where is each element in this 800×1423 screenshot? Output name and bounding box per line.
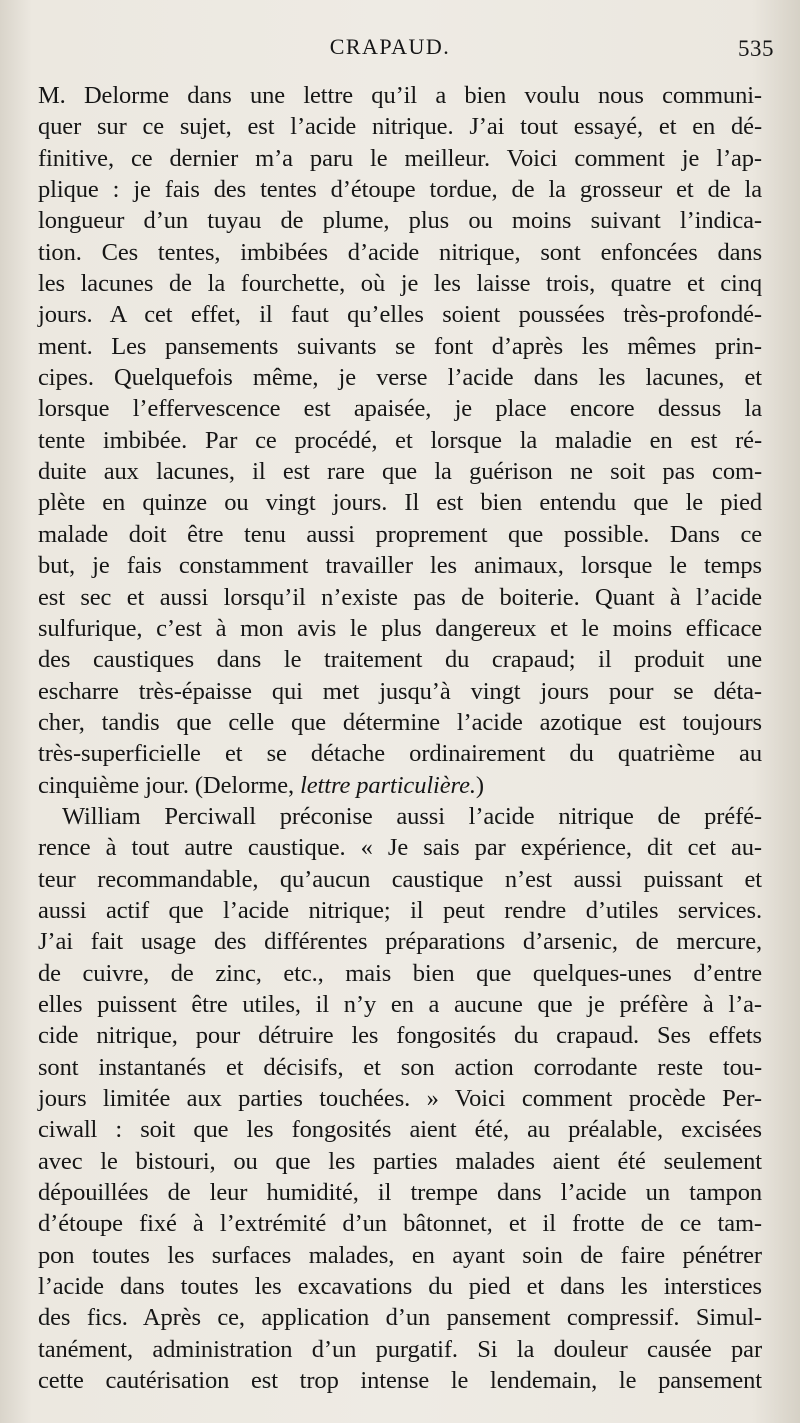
text-line: les lacunes de la fourchette, où je les laisse trois, quatre et cinq — [38, 270, 762, 298]
text-line: jours. A cet effet, il faut qu’elles soient poussées très-profondé- — [38, 301, 762, 329]
text-line: est sec et aussi lorsqu’il n’existe pas de boiterie. Quant à l’acide — [38, 583, 762, 611]
text-line: aussi actif que l’acide nitrique; il peut rendre d’utiles services. — [38, 896, 762, 924]
text-line-citation — [38, 770, 762, 801]
text-line: des fics. Après ce, application d’un pansement compressif. Simul- — [38, 1304, 762, 1332]
text-line: teur recommandable, qu’aucun caustique n’est aussi puissant et — [38, 865, 762, 893]
body-text — [38, 80, 762, 1396]
text-line: duite aux lacunes, il est rare que la guérison ne soit pas com- — [38, 458, 762, 486]
text-line: cipes. Quelquefois même, je verse l’acide dans les lacunes, et — [38, 364, 762, 392]
text-line: tanément, administration d’un purgatif. Si la douleur causée par — [38, 1335, 762, 1363]
text-line: rence à tout autre caustique. « Je sais par expérience, dit cet au- — [38, 834, 762, 862]
text-line: plète en quinze ou vingt jours. Il est bien entendu que le pied — [38, 489, 762, 517]
text-line: ciwall : soit que les fongosités aient été, au préalable, excisées — [38, 1116, 762, 1144]
text-line: quer sur ce sujet, est l’acide nitrique. J’ai tout essayé, et en dé- — [38, 113, 762, 141]
page-number: 535 — [738, 36, 774, 61]
text-line: pon toutes les surfaces malades, en ayant soin de faire pénétrer — [38, 1241, 762, 1269]
text-line: jours limitée aux parties touchées. » Voici comment procède Per- — [38, 1085, 762, 1112]
text-line: des caustiques dans le traitement du crapaud; il produit une — [38, 646, 762, 674]
text-line: sont instantanés et décisifs, et son action corrodante reste tou- — [38, 1053, 762, 1081]
running-title: CRAPAUD. — [329, 34, 451, 59]
text-line: cher, tandis que celle que détermine l’acide azotique est toujours — [38, 708, 762, 736]
text-line: l’acide dans toutes les excavations du pied et dans les interstices — [38, 1273, 762, 1301]
page-header — [0, 30, 800, 66]
text-line: cette cautérisation est trop intense le lendemain, le pansement — [38, 1367, 762, 1395]
citation-suffix: ) — [475, 771, 484, 799]
text-line: dépouillées de leur humidité, il trempe dans l’acide un tampon — [38, 1179, 762, 1207]
text-line: longueur d’un tuyau de plume, plus ou moins suivant l’indica- — [38, 207, 762, 235]
text-line: M. Delorme dans une lettre qu’il a bien voulu nous communi- — [38, 82, 762, 109]
text-line: malade doit être tenu aussi proprement que possible. Dans ce — [38, 520, 762, 548]
text-line: William Perciwall préconise aussi l’acide nitrique de préfé- — [62, 802, 762, 830]
text-line: escharre très-épaisse qui met jusqu’à vingt jours pour se déta- — [38, 677, 762, 705]
text-line: ment. Les pansements suivants se font d’après les mêmes prin- — [38, 332, 762, 360]
text-line: cide nitrique, pour détruire les fongosités du crapaud. Ses effets — [38, 1022, 762, 1050]
text-line: très-superficielle et se détache ordinairement du quatrième au — [38, 740, 762, 768]
text-line: but, je fais constamment travailler les animaux, lorsque le temps — [38, 552, 762, 580]
text-line: tion. Ces tentes, imbibées d’acide nitrique, sont enfoncées dans — [38, 238, 762, 266]
text-line: tente imbibée. Par ce procédé, et lorsque la maladie en est ré- — [38, 426, 762, 454]
text-line: plique : je fais des tentes d’étoupe tordue, de la grosseur et de la — [38, 176, 762, 204]
text-line: de cuivre, de zinc, etc., mais bien que quelques-unes d’entre — [38, 959, 762, 987]
text-line: avec le bistouri, ou que les parties malades aient été seulement — [38, 1147, 762, 1175]
text-line: J’ai fait usage des différentes préparations d’arsenic, de mercure, — [38, 928, 762, 956]
text-line: sulfurique, c’est à mon avis le plus dangereux et le moins efficace — [38, 614, 762, 642]
citation-italic: lettre particulière. — [300, 771, 476, 799]
text-line: d’étoupe fixé à l’extrémité d’un bâtonnet, et il frotte de ce tam- — [38, 1210, 762, 1238]
text-line: finitive, ce dernier m’a paru le meilleur. Voici comment je l’ap- — [38, 144, 762, 172]
text-line: lorsque l’effervescence est apaisée, je place encore dessus la — [38, 395, 762, 423]
citation-prefix: cinquième jour. (Delorme, — [38, 771, 301, 799]
text-line: elles puissent être utiles, il n’y en a aucune que je préfère à l’a- — [38, 990, 762, 1018]
